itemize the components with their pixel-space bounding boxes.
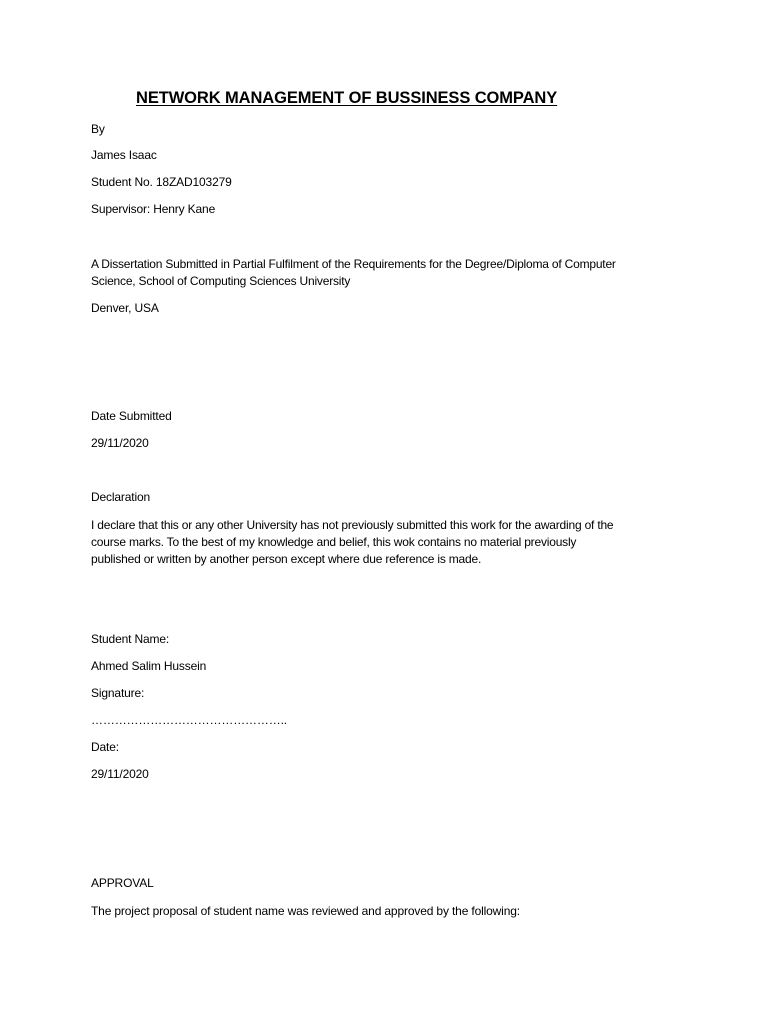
- location: Denver, USA: [91, 301, 159, 315]
- declaration-text: [91, 517, 691, 568]
- declaration-line: course marks. To the best of my knowledge and belief, this wok contains no material previously: [91, 535, 577, 549]
- date-label: Date:: [91, 740, 119, 754]
- dissertation-line: Science, School of Computing Sciences University: [91, 274, 351, 288]
- date-value: 29/11/2020: [91, 767, 149, 781]
- student-name-value: Ahmed Salim Hussein: [91, 659, 207, 673]
- student-number: Student No. 18ZAD103279: [91, 175, 232, 189]
- approval-text: The project proposal of student name was reviewed and approved by the following:: [91, 904, 520, 918]
- signature-line: …………………………………………..: [91, 713, 287, 727]
- declaration-line: published or written by another person except where due reference is made.: [91, 552, 482, 566]
- declaration-heading: Declaration: [91, 490, 151, 504]
- document-title: NETWORK MANAGEMENT OF BUSSINESS COMPANY: [136, 89, 558, 107]
- student-name-label: Student Name:: [91, 632, 170, 646]
- by-label: By: [91, 122, 105, 136]
- date-submitted-label: Date Submitted: [91, 409, 172, 423]
- author-name: James Isaac: [91, 148, 157, 162]
- supervisor-name: Supervisor: Henry Kane: [91, 202, 216, 216]
- dissertation-statement: [91, 256, 691, 290]
- declaration-line: I declare that this or any other University has not previously submitted this work for the awarding of the: [91, 518, 614, 532]
- dissertation-line: A Dissertation Submitted in Partial Fulfilment of the Requirements for the Degree/Diploma of Computer: [91, 257, 616, 271]
- signature-label: Signature:: [91, 686, 145, 700]
- approval-heading: APPROVAL: [91, 876, 154, 890]
- date-submitted-value: 29/11/2020: [91, 436, 149, 450]
